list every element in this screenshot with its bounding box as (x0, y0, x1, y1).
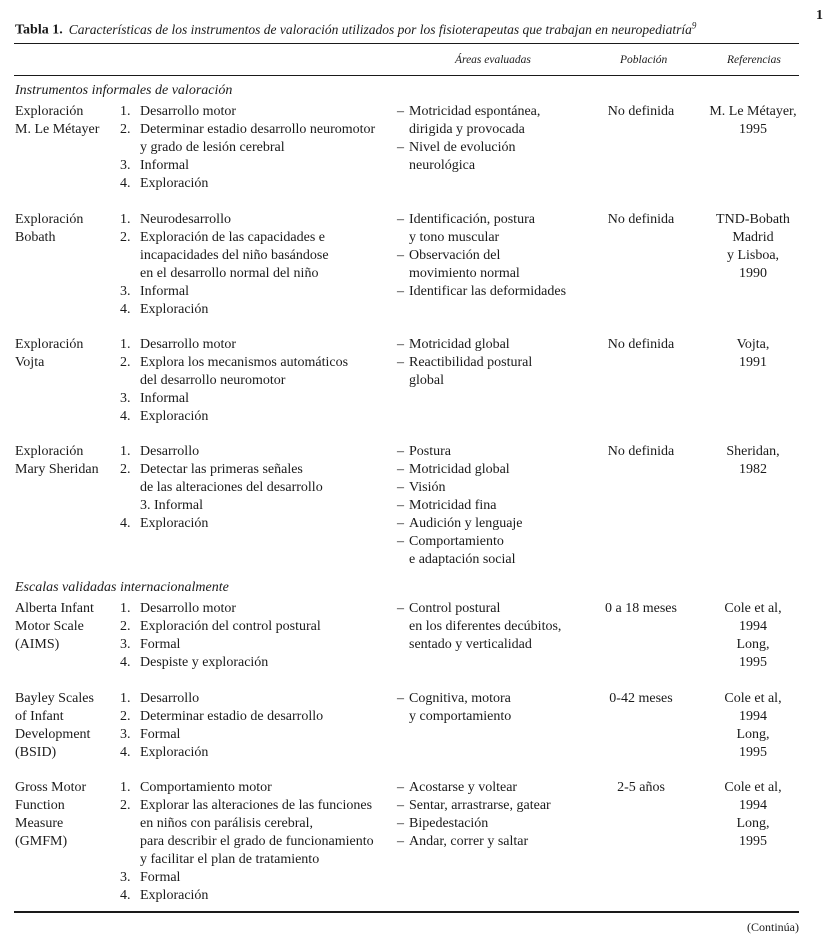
references-cell (698, 443, 808, 479)
item-number: 2. (120, 230, 131, 245)
area-item (397, 779, 597, 797)
area-text: Nivel de evolución neurológica (409, 140, 516, 173)
area-text: Motricidad fina (409, 498, 497, 513)
table-title: Características de los instrumentos de valoración utilizados por los fisioterapeutas que trabajan en neuropediatría$^9$ (68, 20, 697, 37)
item-number: 4. (120, 302, 131, 317)
item-text: Exploración (140, 302, 209, 317)
items-cell (120, 600, 395, 672)
reference-line: 1995 (739, 745, 767, 760)
continues-note: (Continúa) (747, 920, 799, 934)
area-item (397, 247, 597, 283)
instrument-name-line: (AIMS) (15, 637, 60, 652)
instrument-cell (15, 443, 120, 479)
area-dash: – (397, 444, 404, 459)
item-number: 2. (120, 462, 131, 477)
reference-line: M. Le Métayer, (709, 104, 797, 119)
area-dash: – (397, 104, 404, 119)
references-cell (698, 336, 808, 372)
area-item (397, 515, 597, 533)
area-dash: – (397, 480, 404, 495)
instrument-name-line: Function (15, 798, 65, 813)
references-cell (698, 211, 808, 283)
area-dash: – (397, 516, 404, 531)
population-cell: 0 a 18 meses (605, 601, 677, 616)
references-cell (698, 103, 808, 139)
instrument-name-line: Exploración (15, 444, 84, 459)
reference-line: Sheridan, (726, 444, 780, 459)
items-cell (120, 336, 395, 426)
reference-line: 1995 (739, 122, 767, 137)
item-number: 4. (120, 888, 131, 903)
reference-line: Cole et al, (724, 691, 782, 706)
reference-line: 1994 (739, 798, 767, 813)
item-text: Determinar estadio de desarrollo (140, 709, 324, 724)
area-item (397, 833, 597, 851)
areas-cell (397, 103, 597, 175)
references-cell (698, 779, 808, 851)
reference-line: 1990 (739, 266, 767, 281)
item-number (120, 497, 140, 515)
reference-line: Madrid (732, 230, 774, 245)
instrument-name-line: Development (15, 727, 91, 742)
area-dash: – (397, 601, 404, 616)
numbered-item (120, 408, 395, 426)
area-item (397, 283, 597, 301)
reference-line: 1991 (739, 355, 767, 370)
instrument-name-line: (GMFM) (15, 834, 68, 849)
numbered-item (120, 797, 395, 869)
area-text: Acostarse y voltear (409, 780, 518, 795)
area-dash: – (397, 816, 404, 831)
items-cell (120, 690, 395, 762)
numbered-item (120, 887, 395, 905)
section-heading-informal: Instrumentos informales de valoración (15, 83, 233, 98)
item-number: 1. (120, 444, 131, 459)
instrument-name-line: Bayley Scales (15, 691, 94, 706)
area-dash: – (397, 498, 404, 513)
instrument-name-line: of Infant (15, 709, 64, 724)
item-text: Desarrollo motor (140, 337, 237, 352)
table-caption (15, 20, 696, 39)
item-number: 2. (120, 798, 131, 813)
area-text: Control postural en los diferentes decúbitos, sentado y verticalidad (409, 601, 562, 652)
numbered-item (120, 443, 395, 461)
item-number: 3. (120, 158, 131, 173)
area-dash: – (397, 834, 404, 849)
area-text: Motricidad espontánea, dirigida y provocada (409, 104, 541, 137)
area-dash: – (397, 284, 404, 299)
area-text: Motricidad global (409, 337, 510, 352)
items-cell (120, 443, 395, 533)
area-text: Motricidad global (409, 462, 510, 477)
item-text: Exploración de las capacidades e incapacidades del niño basándose en el desarrollo normal del niño (140, 230, 329, 281)
area-item (397, 690, 597, 726)
area-dash: – (397, 534, 404, 549)
area-dash: – (397, 248, 404, 263)
areas-cell (397, 600, 597, 654)
section-heading-validated: Escalas validadas internacionalmente (15, 580, 229, 595)
instrument-name-line: Mary Sheridan (15, 462, 99, 477)
area-text: Audición y lenguaje (409, 516, 523, 531)
area-dash: – (397, 462, 404, 477)
item-text: Detectar las primeras señales de las alteraciones del desarrollo (140, 462, 323, 495)
area-dash: – (397, 337, 404, 352)
area-item (397, 354, 597, 390)
numbered-item (120, 157, 395, 175)
numbered-item (120, 301, 395, 319)
instrument-cell (15, 690, 120, 762)
items-cell (120, 779, 395, 905)
area-dash: – (397, 780, 404, 795)
numbered-item (120, 283, 395, 301)
numbered-item (120, 708, 395, 726)
item-text: Desarrollo motor (140, 601, 237, 616)
numbered-item (120, 390, 395, 408)
item-text: Formal (140, 870, 181, 885)
area-item (397, 443, 597, 461)
instrument-name-line: Exploración (15, 212, 84, 227)
item-number: 2. (120, 709, 131, 724)
area-text: Comportamiento e adaptación social (409, 534, 516, 567)
item-number: 4. (120, 516, 131, 531)
numbered-item (120, 211, 395, 229)
area-dash: – (397, 691, 404, 706)
numbered-item (120, 354, 395, 390)
item-number: 2. (120, 619, 131, 634)
area-text: Identificar las deformidades (409, 284, 567, 299)
item-number: 1. (120, 212, 131, 227)
instrument-cell (15, 600, 120, 654)
area-item (397, 211, 597, 247)
population-cell: No definida (607, 104, 675, 119)
item-text: Exploración (140, 745, 209, 760)
area-item (397, 497, 597, 515)
item-text: Desarrollo (140, 444, 200, 459)
item-text: Exploración (140, 516, 209, 531)
reference-line: 1995 (739, 655, 767, 670)
item-number: 3. (120, 284, 131, 299)
reference-line: Long, (736, 816, 770, 831)
table-label: Tabla 1. (15, 22, 63, 38)
area-item (397, 103, 597, 139)
area-item (397, 600, 597, 654)
area-text: Identificación, postura y tono muscular (409, 212, 535, 245)
item-number: 1. (120, 104, 131, 119)
numbered-item (120, 618, 395, 636)
numbered-item (120, 336, 395, 354)
item-number: 3. (120, 727, 131, 742)
numbered-item (120, 600, 395, 618)
header-rule (14, 75, 799, 76)
item-text: Explora los mecanismos automáticos del desarrollo neuromotor (140, 355, 349, 388)
areas-cell (397, 336, 597, 390)
item-text: Explorar las alteraciones de las funciones en niños con parálisis cerebral, para describir el grado de funcionamiento y facilitar el plan de tratamiento (140, 798, 374, 867)
column-header-referencias: Referencias (727, 54, 781, 66)
item-text: Formal (140, 727, 181, 742)
item-number: 1. (120, 601, 131, 616)
references-cell (698, 600, 808, 672)
areas-cell (397, 690, 597, 726)
instrument-name-line: Measure (15, 816, 64, 831)
reference-line: 1994 (739, 709, 767, 724)
numbered-item (120, 726, 395, 744)
instrument-cell (15, 779, 120, 851)
reference-line: TND-Bobath (716, 212, 790, 227)
reference-line: 1995 (739, 834, 767, 849)
references-cell (698, 690, 808, 762)
item-text: Exploración del control postural (140, 619, 321, 634)
numbered-item (120, 103, 395, 121)
bottom-rule (14, 911, 799, 913)
instrument-name-line: M. Le Métayer (15, 122, 100, 137)
item-number: 1. (120, 337, 131, 352)
item-text: Formal (140, 637, 181, 652)
numbered-item (120, 690, 395, 708)
numbered-item (120, 654, 395, 672)
instrument-cell (15, 211, 120, 247)
item-number: 4. (120, 176, 131, 191)
numbered-item (120, 175, 395, 193)
item-number: 4. (120, 655, 131, 670)
item-number: 1. (120, 780, 131, 795)
item-text: Exploración (140, 888, 209, 903)
instrument-name-line: Exploración (15, 337, 84, 352)
instrument-cell (15, 336, 120, 372)
items-cell (120, 211, 395, 319)
area-text: Observación del movimiento normal (409, 248, 520, 281)
item-number: 4. (120, 409, 131, 424)
item-number: 1. (120, 691, 131, 706)
instrument-name-line: Exploración (15, 104, 84, 119)
numbered-item (120, 744, 395, 762)
area-text: Reactibilidad postural global (409, 355, 533, 388)
area-text: Bipedestación (409, 816, 489, 831)
area-text: Postura (409, 444, 451, 459)
item-text: Desarrollo (140, 691, 200, 706)
item-text: Desarrollo motor (140, 104, 237, 119)
reference-line: Cole et al, (724, 780, 782, 795)
items-cell (120, 103, 395, 193)
reference-line: 1994 (739, 619, 767, 634)
area-dash: – (397, 140, 404, 155)
item-number: 4. (120, 745, 131, 760)
numbered-item (120, 229, 395, 283)
reference-line: Long, (736, 727, 770, 742)
item-text: Despiste y exploración (140, 655, 269, 670)
instrument-name-line: Vojta (15, 355, 45, 370)
area-text: Andar, correr y saltar (409, 834, 529, 849)
instrument-cell (15, 103, 120, 139)
area-text: Visión (409, 480, 446, 495)
item-text: 3. Informal (140, 498, 203, 513)
instrument-name-line: Bobath (15, 230, 56, 245)
numbered-item (120, 779, 395, 797)
instrument-name-line: Gross Motor (15, 780, 87, 795)
area-text: Sentar, arrastrarse, gatear (409, 798, 551, 813)
item-number: 2. (120, 122, 131, 137)
item-text: Informal (140, 391, 189, 406)
area-item (397, 815, 597, 833)
numbered-item (120, 461, 395, 497)
area-item (397, 479, 597, 497)
area-item (397, 336, 597, 354)
numbered-item (120, 515, 395, 533)
population-cell: 0-42 meses (609, 691, 673, 706)
item-text: Determinar estadio desarrollo neuromotor y grado de lesión cerebral (140, 122, 376, 155)
item-text: Informal (140, 158, 189, 173)
reference-superscript: 9 (691, 20, 697, 30)
item-text: Exploración (140, 176, 209, 191)
reference-line: Long, (736, 637, 770, 652)
instrument-name-line: (BSID) (15, 745, 57, 760)
population-cell: No definida (607, 212, 675, 227)
area-text: Cognitiva, motora y comportamiento (409, 691, 512, 724)
areas-cell (397, 443, 597, 569)
reference-line: Cole et al, (724, 601, 782, 616)
population-cell: 2-5 años (617, 780, 665, 795)
areas-cell (397, 779, 597, 851)
population-cell: No definida (607, 444, 675, 459)
numbered-item (120, 121, 395, 157)
instrument-name-line: Alberta Infant (15, 601, 94, 616)
population-cell: No definida (607, 337, 675, 352)
column-header-poblacion: Población (620, 54, 668, 66)
item-text: Exploración (140, 409, 209, 424)
item-number: 3. (120, 391, 131, 406)
area-dash: – (397, 212, 404, 227)
numbered-item (120, 869, 395, 887)
item-number: 2. (120, 355, 131, 370)
item-text: Informal (140, 284, 189, 299)
reference-line: Vojta, (736, 337, 770, 352)
top-rule (14, 43, 799, 44)
area-dash: – (397, 798, 404, 813)
area-item (397, 533, 597, 569)
reference-line: y Lisboa, (726, 248, 780, 263)
area-item (397, 139, 597, 175)
area-item (397, 797, 597, 815)
column-header-areas: Áreas evaluadas (455, 54, 531, 66)
page-number: 1 (816, 8, 823, 23)
area-dash: – (397, 355, 404, 370)
numbered-item (120, 497, 395, 515)
item-text: Neurodesarrollo (140, 212, 231, 227)
item-number: 3. (120, 637, 131, 652)
instrument-name-line: Motor Scale (15, 619, 84, 634)
item-text: Comportamiento motor (140, 780, 272, 795)
areas-cell (397, 211, 597, 301)
reference-line: 1982 (739, 462, 767, 477)
item-number: 3. (120, 870, 131, 885)
area-item (397, 461, 597, 479)
numbered-item (120, 636, 395, 654)
